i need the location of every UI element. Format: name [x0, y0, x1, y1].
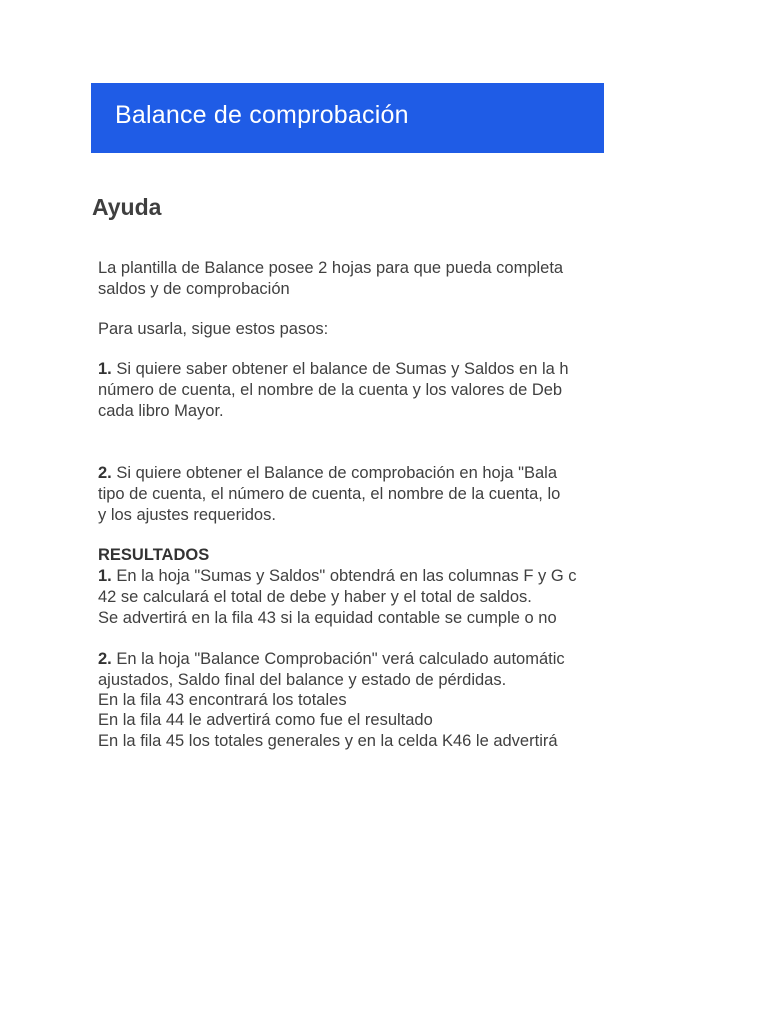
result-1-number: 1.	[98, 567, 112, 585]
instructions-lead: Para usarla, sigue estos pasos:	[98, 320, 329, 338]
results-heading-text: RESULTADOS	[98, 546, 210, 564]
results-heading	[98, 545, 209, 565]
result-1-text: En la hoja "Sumas y Saldos" obtendrá en las columnas F y G c	[111, 567, 577, 585]
step-2-number: 2.	[98, 464, 112, 482]
help-heading: Ayuda	[92, 194, 162, 220]
result-2-line: En la fila 45 los totales generales y en la celda K46 le advertirá	[98, 732, 558, 750]
result-2-line	[98, 649, 565, 669]
step-1-text: Si quiere saber obtener el balance de Sumas y Saldos en la h	[111, 360, 569, 378]
step-2-line: tipo de cuenta, el número de cuenta, el nombre de la cuenta, lo	[98, 485, 561, 503]
step-2-text: Si quiere obtener el Balance de comprobación en hoja "Bala	[111, 464, 557, 482]
result-1-line	[98, 566, 577, 586]
step-1-line	[98, 359, 569, 379]
step-2-line: y los ajustes requeridos.	[98, 506, 276, 524]
result-2-number: 2.	[98, 650, 112, 668]
result-2-text: En la hoja "Balance Comprobación" verá calculado automátic	[111, 650, 565, 668]
step-1-number: 1.	[98, 360, 112, 378]
result-2-line: En la fila 43 encontrará los totales	[98, 691, 347, 709]
page-title: Balance de comprobación	[115, 101, 409, 129]
result-1-line: Se advertirá en la fila 43 si la equidad contable se cumple o no	[98, 609, 557, 627]
step-2-line	[98, 463, 557, 483]
result-1-line: 42 se calculará el total de debe y haber y el total de saldos.	[98, 588, 532, 606]
intro-line: La plantilla de Balance posee 2 hojas para que pueda completa	[98, 259, 564, 277]
step-1-line: número de cuenta, el nombre de la cuenta y los valores de Deb	[98, 381, 563, 399]
result-2-line: En la fila 44 le advertirá como fue el resultado	[98, 711, 433, 729]
title-banner	[91, 83, 604, 153]
step-1-line: cada libro Mayor.	[98, 402, 224, 420]
intro-line: saldos y de comprobación	[98, 280, 290, 298]
help-text-block	[98, 256, 604, 776]
result-2-line: ajustados, Saldo final del balance y estado de pérdidas.	[98, 671, 507, 689]
